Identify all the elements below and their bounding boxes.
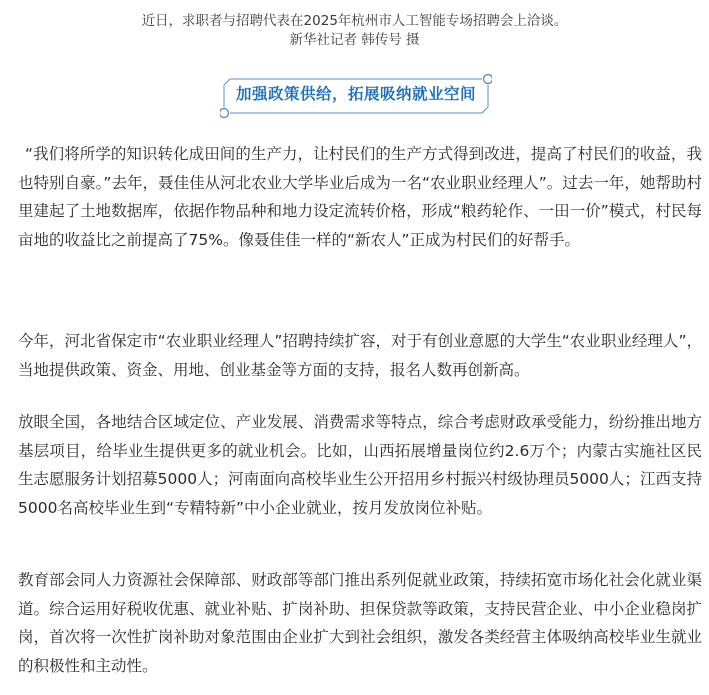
section-heading: 加强政策供给，拓展吸纳就业空间 <box>235 85 476 103</box>
paragraph-1: “我们将所学的知识转化成田间的生产力，让村民们的生产方式得到改进，提高了村民们的收益，我也特别自豪。”去年，聂佳佳从河北农业大学毕业后成为一名“农业职业经理人”。过去一年，她帮助村里建起了土地数据库，依据作物品种和地力设定流转价格，形成“粮药轮作、一田一价”模式，村民每亩地的收益比之前提高了75%。像聂佳佳一样的“新农人”正成为村民们的好帮手。 <box>18 145 702 249</box>
paragraph-4: 教育部会同人力资源社会保障部、财政部等部门推出系列促就业政策，持续拓宽市场化社会化就业渠道。综合运用好税收优惠、就业补贴、扩岗补助、担保贷款等政策，支持民营企业、中小企业稳岗扩岗，首次将一次性扩岗补助对象范围由企业扩大到社会组织，激发各类经营主体吸纳高校毕业生就业的积极性和主动性。 <box>18 571 702 675</box>
paragraph-2: 今年，河北省保定市“农业职业经理人”招聘持续扩容，对于有创业意愿的大学生“农业职业经理人”，当地提供政策、资金、用地、创业基金等方面的支持，报名人数再创新高。 <box>18 332 702 379</box>
section-heading-box <box>220 73 492 119</box>
caption-line-description: 近日，求职者与招聘代表在2025年杭州市人工智能专场招聘会上洽谈。 <box>141 13 568 29</box>
photo-caption <box>0 12 709 50</box>
caption-line-credit: 新华社记者 韩传号 摄 <box>289 32 420 48</box>
paragraph-3: 放眼全国，各地结合区域定位、产业发展、消费需求等特点，综合考虑财政承受能力，纷纷推出地方基层项目，给毕业生提供更多的就业机会。比如，山西拓展增量岗位约2.6万个；内蒙古实施社区民生志愿服务计划招募5000人；河南面向高校毕业生公开招用乡村振兴村级协理员5000人；江西支持5000名高校毕业生到“专精特新”中小企业就业，按月发放岗位补贴。 <box>18 413 702 517</box>
